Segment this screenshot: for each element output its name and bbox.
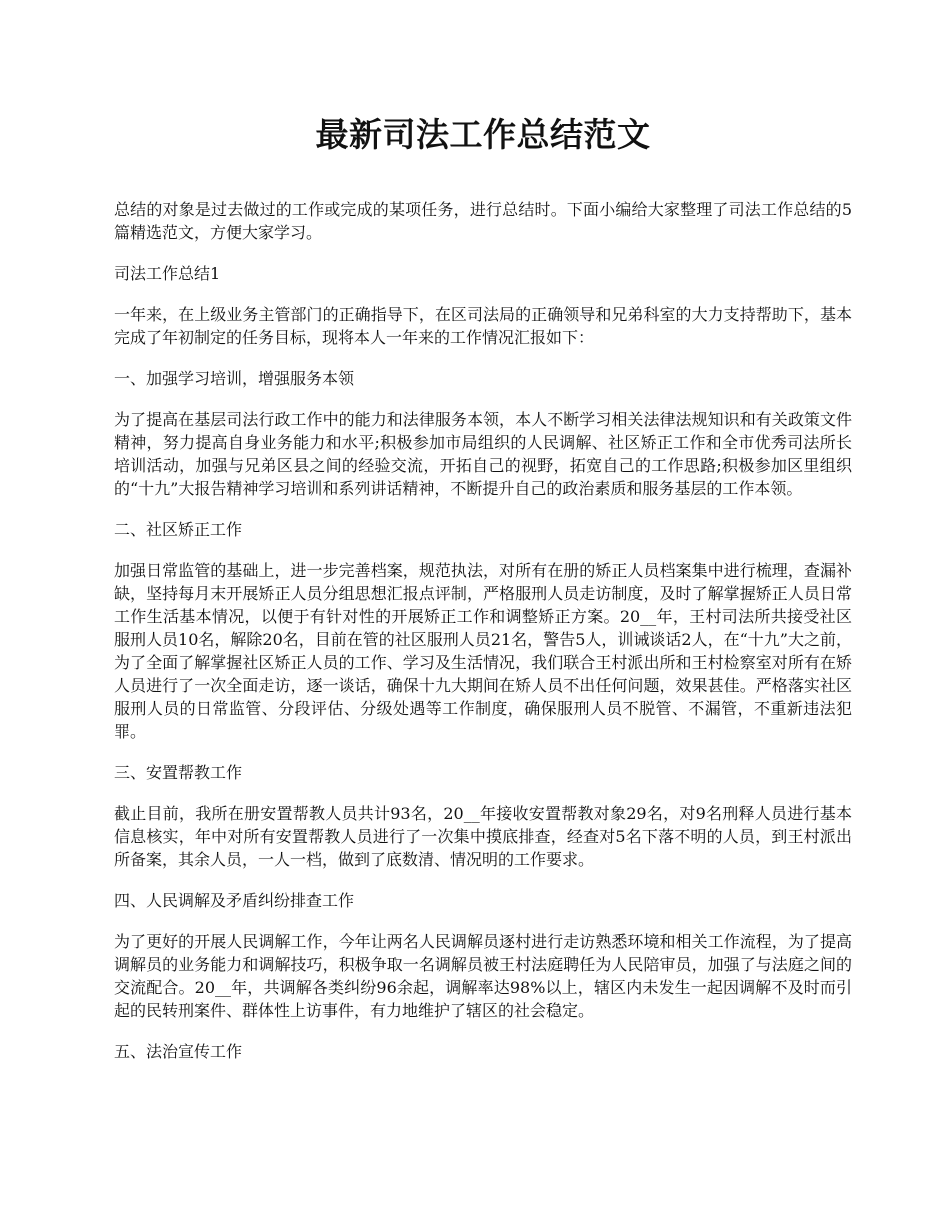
section-title: 司法工作总结1 (114, 264, 221, 283)
intro-paragraph: 总结的对象是过去做过的工作或完成的某项任务，进行总结时。下面小编给大家整理了司法工作总结的5篇精选范文，方便大家学习。 (114, 200, 852, 242)
section-body-2: 加强日常监管的基础上，进一步完善档案，规范执法，对所有在册的矫正人员档案集中进行梳理，查漏补缺，坚持每月末开展矫正人员分组思想汇报点评制，严格服刑人员走访制度，及时了解掌握矫正人员日常工作生活基本情况，以便于有针对性的开展矫正工作和调整矫正方案。20__年，王村司法所共接受社区服刑人员10名，解除20名，目前在管的社区服刑人员21名，警告5人，训诫谈话2人，在“十九”大之前，为了全面了解掌握社区矫正人员的工作、学习及生活情况，我们联合王村派出所和王村检察室对所有在矫人员进行了一次全面走访，逐一谈话，确保十九大期间在矫人员不出任何问题，效果甚佳。严格落实社区服刑人员的日常监管、分段评估、分级处遇等工作制度，确保服刑人员不脱管、不漏管，不重新违法犯罪。 (114, 561, 852, 741)
document-page (114, 110, 852, 1081)
section-body-3: 截止目前，我所在册安置帮教人员共计93名，20__年接收安置帮教对象29名，对9名刑释人员进行基本信息核实，年中对所有安置帮教人员进行了一次集中摸底排查，经查对5名下落不明的人员，到王村派出所备案，其余人员，一人一档，做到了底数清、情况明的工作要求。 (114, 804, 852, 869)
section-heading-3: 三、安置帮教工作 (114, 763, 243, 782)
document-title: 最新司法工作总结范文 (315, 115, 651, 154)
section-heading-5: 五、法治宣传工作 (114, 1042, 243, 1061)
section-body-4: 为了更好的开展人民调解工作，今年让两名人民调解员逐村进行走访熟悉环境和相关工作流程，为了提高调解员的业务能力和调解技巧，积极争取一名调解员被王村法庭聘任为人民陪审员，加强了与法庭之间的交流配合。20__年，共调解各类纠纷96余起，调解率达98%以上，辖区内未发生一起因调解不及时而引起的民转刑案件、群体性上访事件，有力地维护了辖区的社会稳定。 (114, 932, 852, 1020)
opening-paragraph: 一年来，在上级业务主管部门的正确指导下，在区司法局的正确领导和兄弟科室的大力支持帮助下，基本完成了年初制定的任务目标，现将本人一年来的工作情况汇报如下： (114, 305, 852, 347)
section-heading-1: 一、加强学习培训，增强服务本领 (114, 369, 355, 388)
section-body-1: 为了提高在基层司法行政工作中的能力和法律服务本领，本人不断学习相关法律法规知识和有关政策文件精神，努力提高自身业务能力和水平;积极参加市局组织的人民调解、社区矫正工作和全市优秀司法所长培训活动，加强与兄弟区县之间的经验交流，开拓自己的视野，拓宽自己的工作思路;积极参加区里组织的“十九”大报告精神学习培训和系列讲话精神，不断提升自己的政治素质和服务基层的工作本领。 (114, 410, 852, 498)
section-heading-4: 四、人民调解及矛盾纠纷排查工作 (114, 891, 355, 910)
section-heading-2: 二、社区矫正工作 (114, 520, 243, 539)
